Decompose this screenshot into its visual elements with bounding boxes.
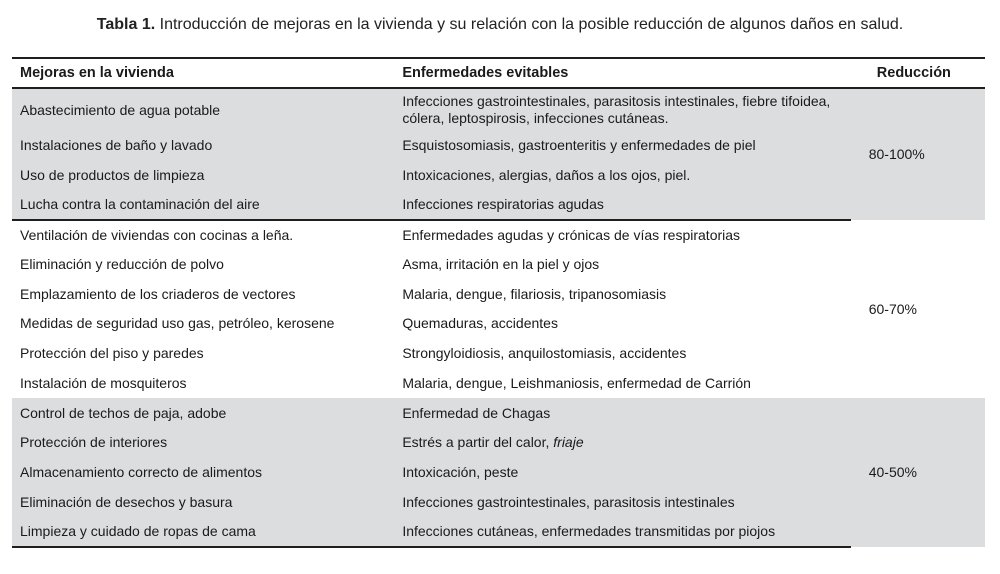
- table-header-row: [12, 58, 985, 88]
- table-row: [12, 369, 985, 399]
- group-40-50: [12, 398, 985, 546]
- cell-enfermedades: Enfermedades agudas y crónicas de vías respiratorias: [402, 226, 741, 243]
- table-row: [12, 279, 985, 309]
- caption-text: Introducción de mejoras en la vivienda y su relación con la posible reducción de algunos daños en salud.: [155, 16, 904, 33]
- cell-enfermedades: Quemaduras, accidentes: [402, 315, 558, 332]
- cell-mejora: Ventilación de viviendas con cocinas a leña.: [20, 226, 294, 243]
- cell-mejora: Instalación de mosquiteros: [20, 374, 187, 391]
- cell-mejora: Protección del piso y paredes: [20, 345, 204, 362]
- cell-enfermedades: Intoxicaciones, alergias, daños a los ojos, piel.: [402, 167, 691, 184]
- table-row: [12, 517, 985, 547]
- cell-mejora: Protección de interiores: [20, 434, 168, 451]
- cell-mejora: Instalaciones de baño y lavado: [20, 137, 213, 154]
- table-row: [12, 190, 985, 220]
- cell-reduccion: 80-100%: [868, 146, 925, 163]
- cell-enfermedades: Intoxicación, peste: [402, 463, 519, 480]
- cell-enfermedades: Infecciones respiratorias agudas: [394, 190, 850, 220]
- cell-enfermedades: Infecciones cutáneas, enfermedades transmitidas por piojos: [394, 517, 850, 547]
- cell-mejora: Eliminación y reducción de polvo: [20, 256, 224, 273]
- cell-enfermedades: Strongyloidiosis, anquilostomiasis, accidentes: [402, 345, 687, 362]
- caption-label: Tabla 1.: [96, 16, 156, 33]
- cell-mejora: Almacenamiento correcto de alimentos: [20, 463, 263, 480]
- table-row: [12, 487, 985, 517]
- table-row: [12, 88, 985, 131]
- housing-improvements-table: [12, 57, 985, 548]
- header-reduccion: Reducción: [851, 58, 985, 88]
- cell-enfermedades-line1: Infecciones gastrointestinales, parasitosis intestinales, fiebre tifoidea,: [402, 93, 831, 109]
- cell-mejora: Limpieza y cuidado de ropas de cama: [12, 517, 394, 547]
- table-row: [12, 309, 985, 339]
- cell-enfermedades: [394, 428, 850, 458]
- table-row: [12, 161, 985, 191]
- cell-enfermedades-line2: cólera, leptospirosis, infecciones cutáneas.: [402, 110, 669, 126]
- cell-reduccion: 60-70%: [868, 300, 917, 317]
- table-row: [12, 250, 985, 280]
- header-mejoras: Mejoras en la vivienda: [12, 58, 394, 88]
- table-row: [12, 339, 985, 369]
- cell-enfermedades: Infecciones gastrointestinales, parasitosis intestinales: [402, 493, 735, 510]
- table-row: [12, 428, 985, 458]
- cell-enfermedades: Malaria, dengue, filariosis, tripanosomiasis: [402, 285, 667, 302]
- cell-enfermedades: Esquistosomiasis, gastroenteritis y enfermedades de piel: [402, 137, 756, 154]
- table-caption: [0, 16, 1000, 34]
- cell-enfermedades: Enfermedad de Chagas: [402, 404, 551, 421]
- cell-mejora: Emplazamiento de los criaderos de vectores: [20, 285, 296, 302]
- cell-enfermedades-italic: friaje: [553, 434, 584, 451]
- table-row: [12, 220, 985, 250]
- cell-enfermedades: Asma, irritación en la piel y ojos: [402, 256, 600, 273]
- cell-mejora: Control de techos de paja, adobe: [20, 404, 227, 421]
- table-row: [12, 458, 985, 488]
- cell-mejora: Abastecimiento de agua potable: [20, 101, 221, 118]
- table-row: [12, 131, 985, 161]
- cell-enfermedades: [394, 88, 850, 131]
- group-80-100: [12, 88, 985, 220]
- table-row: [12, 398, 985, 428]
- cell-enfermedades-text: Estrés a partir del calor,: [402, 434, 554, 451]
- cell-mejora: Medidas de seguridad uso gas, petróleo, kerosene: [20, 315, 335, 332]
- cell-mejora: Eliminación de desechos y basura: [20, 493, 233, 510]
- cell-mejora: Uso de productos de limpieza: [20, 167, 205, 184]
- cell-mejora: Lucha contra la contaminación del aire: [12, 190, 394, 220]
- group-60-70: [12, 220, 985, 398]
- header-enfermedades: Enfermedades evitables: [394, 58, 850, 88]
- cell-enfermedades: Malaria, dengue, Leishmaniosis, enfermedad de Carrión: [402, 374, 751, 391]
- cell-reduccion: 40-50%: [868, 463, 917, 480]
